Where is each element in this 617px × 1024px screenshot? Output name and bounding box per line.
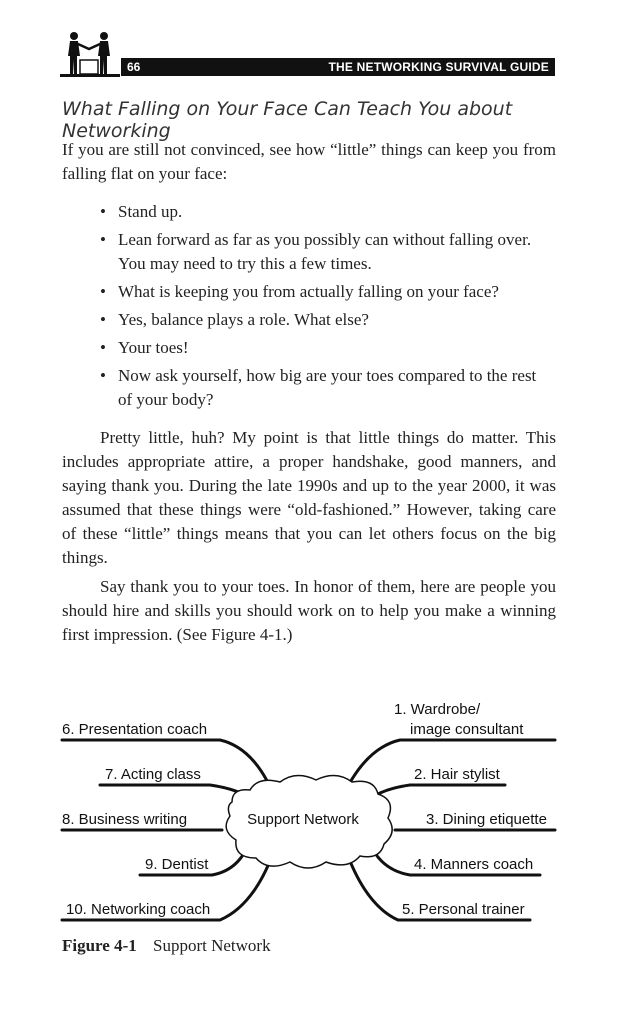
list-item: • Yes, balance plays a role. What else? [98,308,538,332]
support-network-diagram [0,690,617,930]
item-wardrobe-line2: image consultant [410,721,524,738]
body-paragraph-2: Say thank you to your toes. In honor of them, here are people you should hire and skills you should work on to help you make a winning first impression. (See Figure 4-1.) [62,577,556,644]
figure-caption-text: Support Network [153,936,271,955]
bullet-list [98,200,538,416]
list-item: • Lean forward as far as you possibly can without falling over. You may need to try this a few times. [98,228,538,276]
item-acting: 7. Acting class [105,766,201,783]
list-item: • What is keeping you from actually falling on your face? [98,280,538,304]
handshake-illustration-icon [60,30,120,78]
item-presentation: 6. Presentation coach [62,721,208,738]
running-header [121,58,555,76]
item-wardrobe-line1: 1. Wardrobe/ [394,701,481,718]
body-paragraph-1: Pretty little, huh? My point is that little things do matter. This includes appropriate attire, a proper handshake, good manners, and saying thank you. During the late 1990s and up to the year 2000, it was assumed that these things were “old-fashioned.” However, taking care of these “little” things means that you can let others focus on the big things. [62,428,556,567]
list-item: • Your toes! [98,336,538,360]
center-label: Support Network [247,811,359,828]
item-networking: 10. Networking coach [66,901,211,918]
item-hair: 2. Hair stylist [414,766,500,783]
section-heading: What Falling on Your Face Can Teach You about Networking [62,98,513,142]
item-manners: 4. Manners coach [414,856,534,873]
item-dining: 3. Dining etiquette [426,811,547,828]
list-item: • Stand up. [98,200,538,224]
intro-paragraph: If you are still not convinced, see how “little” things can keep you from falling flat on your face: [62,140,556,183]
page-number: 66 [127,60,141,74]
figure-caption [62,936,271,956]
book-title: THE NETWORKING SURVIVAL GUIDE [328,60,549,74]
item-writing: 8. Business writing [62,811,188,828]
item-trainer: 5. Personal trainer [402,901,525,918]
list-item: • Now ask yourself, how big are your toes compared to the rest of your body? [98,364,538,412]
figure-number: Figure 4-1 [62,936,137,955]
item-dentist: 9. Dentist [145,856,209,873]
